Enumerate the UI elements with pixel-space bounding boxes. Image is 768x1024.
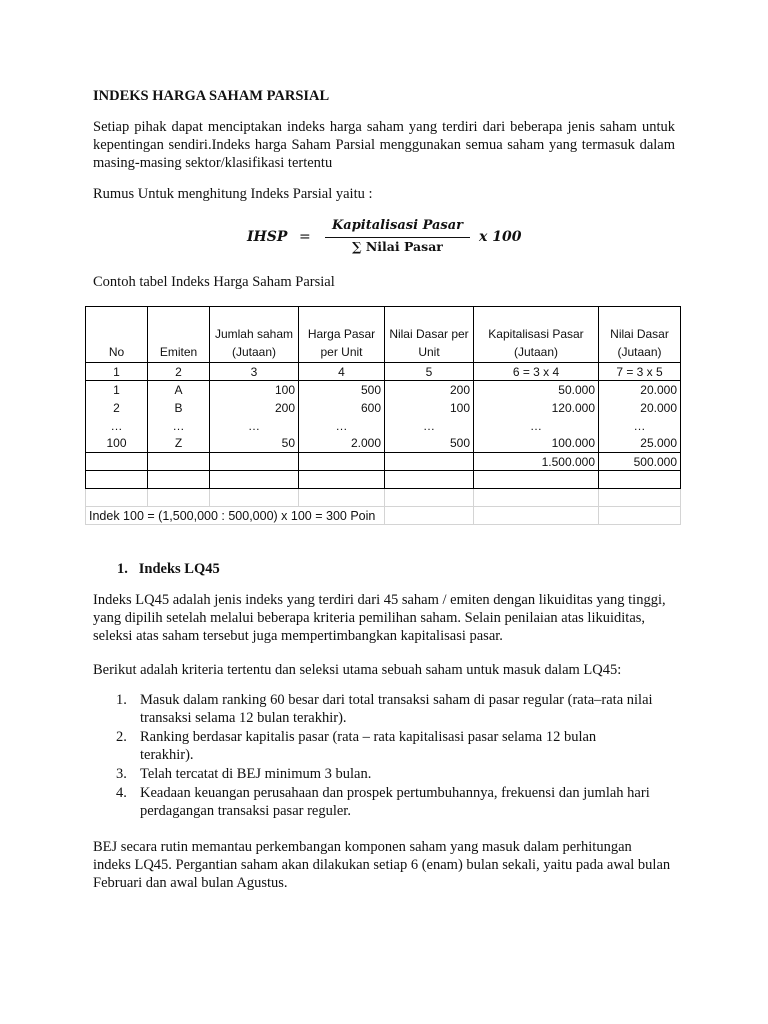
index-cell: 5	[385, 363, 474, 381]
note-row	[86, 507, 681, 525]
grid-row	[86, 489, 681, 507]
empty-cell	[599, 507, 681, 525]
empty-cell	[299, 471, 385, 489]
lq45-description: Indeks LQ45 adalah jenis indeks yang terdiri dari 45 saham / emiten dengan likuiditas yang tinggi, yang dipilih setelah melalui beberapa kriteria pemilihan saham. Selain penilaian atas likuiditas, seleksi atas saham tersebut juga mempertimbangkan kapitalisasi pasar.	[93, 592, 666, 644]
criteria-list	[93, 691, 653, 821]
table-cell: 200	[385, 381, 474, 399]
list-text: Ranking berdasar kapitalis pasar (rata – rata kapitalisasi pasar selama 12 bulan terakhir).	[140, 729, 597, 763]
empty-cell	[86, 453, 148, 471]
table-row	[86, 381, 681, 399]
list-text: Telah tercatat di BEJ minimum 3 bulan.	[140, 766, 372, 782]
table-cell: 600	[299, 399, 385, 417]
index-cell: 3	[210, 363, 299, 381]
table-cell: 1	[86, 381, 148, 399]
index-cell: 1	[86, 363, 148, 381]
index-table	[85, 306, 681, 525]
formula-multiplier: x 100	[479, 229, 522, 245]
empty-cell	[299, 489, 385, 507]
list-number: 1.	[116, 692, 127, 708]
empty-cell	[86, 489, 148, 507]
list-text: Keadaan keuangan perusahaan dan prospek pertumbuhannya, frekuensi dan jumlah hari perdagangan transaksi pasar reguler.	[140, 785, 650, 819]
table-cell: …	[148, 417, 210, 435]
formula-equals: =	[299, 229, 311, 245]
header-cell: Harga Pasar per Unit	[299, 307, 385, 363]
table-cell: …	[385, 417, 474, 435]
table-cell: B	[148, 399, 210, 417]
empty-cell	[148, 471, 210, 489]
page-title: INDEKS HARGA SAHAM PARSIAL	[93, 88, 330, 104]
empty-cell	[385, 453, 474, 471]
table-cell: 20.000	[599, 381, 681, 399]
header-cell: Jumlah saham (Jutaan)	[210, 307, 299, 363]
table-cell: 20.000	[599, 399, 681, 417]
table-cell: 2	[86, 399, 148, 417]
fraction-bar	[325, 237, 470, 238]
empty-cell	[299, 453, 385, 471]
empty-cell	[474, 507, 599, 525]
criteria-intro: Berikut adalah kriteria tertentu dan seleksi utama sebuah saham untuk masuk dalam LQ45:	[93, 662, 622, 678]
table-cell: 200	[210, 399, 299, 417]
table-cell: 25.000	[599, 435, 681, 453]
spacer-row	[86, 471, 681, 489]
intro-paragraph: Setiap pihak dapat menciptakan indeks harga saham yang terdiri dari beberapa jenis saham untuk kepentingan sendiri.Indeks harga Saham Parsial menggunakan semua saham yang termasuk dalam masing-masing sektor/klasifikasi tertentu	[93, 119, 675, 171]
table-cell: 120.000	[474, 399, 599, 417]
section-heading-lq45: 1. Indeks LQ45	[117, 561, 220, 577]
formula-lhs: IHSP	[247, 229, 288, 245]
table-cell: …	[210, 417, 299, 435]
total-kapitalisasi: 1.500.000	[474, 453, 599, 471]
list-item	[93, 765, 653, 783]
index-cell: 2	[148, 363, 210, 381]
table-cell: …	[299, 417, 385, 435]
empty-cell	[599, 471, 681, 489]
total-nilai-dasar: 500.000	[599, 453, 681, 471]
header-cell: No	[86, 307, 148, 363]
table-header-row	[86, 307, 681, 363]
table-cell: A	[148, 381, 210, 399]
empty-cell	[385, 471, 474, 489]
formula-numerator: Kapitalisasi Pasar	[331, 218, 464, 233]
formula-intro: Rumus Untuk menghitung Indeks Parsial yaitu :	[93, 186, 373, 202]
empty-cell	[385, 489, 474, 507]
table-cell: 100	[210, 381, 299, 399]
column-index-row	[86, 363, 681, 381]
table-cell: 50	[210, 435, 299, 453]
empty-cell	[599, 489, 681, 507]
list-number: 3.	[116, 766, 127, 782]
list-number: 2.	[116, 729, 127, 745]
index-cell: 6 = 3 x 4	[474, 363, 599, 381]
empty-cell	[474, 471, 599, 489]
table-cell: Z	[148, 435, 210, 453]
header-cell: Emiten	[148, 307, 210, 363]
table-intro: Contoh tabel Indeks Harga Saham Parsial	[93, 274, 335, 290]
list-item	[93, 728, 653, 764]
index-calculation-note: Indek 100 = (1,500,000 : 500,000) x 100 = 300 Poin	[86, 507, 385, 525]
header-cell: Nilai Dasar per Unit	[385, 307, 474, 363]
table-row	[86, 399, 681, 417]
empty-cell	[148, 489, 210, 507]
ihsp-formula	[247, 218, 527, 258]
empty-cell	[385, 507, 474, 525]
table-row	[86, 417, 681, 435]
totals-row	[86, 453, 681, 471]
empty-cell	[86, 471, 148, 489]
list-number: 4.	[116, 785, 127, 801]
table-cell: 2.000	[299, 435, 385, 453]
header-cell: Nilai Dasar (Jutaan)	[599, 307, 681, 363]
table-cell: …	[599, 417, 681, 435]
empty-cell	[210, 471, 299, 489]
empty-cell	[210, 489, 299, 507]
header-cell: Kapitalisasi Pasar (Jutaan)	[474, 307, 599, 363]
empty-cell	[210, 453, 299, 471]
list-text: Masuk dalam ranking 60 besar dari total transaksi saham di pasar regular (rata–rata nilai transaksi selama 12 bulan terakhir).	[140, 692, 653, 726]
table-row	[86, 435, 681, 453]
formula-denominator: ∑ Nilai Pasar	[352, 239, 443, 254]
table-cell: 100	[86, 435, 148, 453]
table-cell: 100.000	[474, 435, 599, 453]
table-cell: 50.000	[474, 381, 599, 399]
index-cell: 7 = 3 x 5	[599, 363, 681, 381]
index-cell: 4	[299, 363, 385, 381]
table-cell: 500	[299, 381, 385, 399]
table-cell: …	[474, 417, 599, 435]
table-cell: 100	[385, 399, 474, 417]
table-cell: 500	[385, 435, 474, 453]
closing-paragraph: BEJ secara rutin memantau perkembangan komponen saham yang masuk dalam perhitungan indeks LQ45. Pergantian saham akan dilakukan setiap 6 (enam) bulan sekali, yaitu pada awal bulan Februari dan awal bulan Agustus.	[93, 839, 671, 891]
empty-cell	[474, 489, 599, 507]
list-item	[93, 691, 653, 727]
list-item	[93, 784, 653, 820]
empty-cell	[148, 453, 210, 471]
table-cell: …	[86, 417, 148, 435]
